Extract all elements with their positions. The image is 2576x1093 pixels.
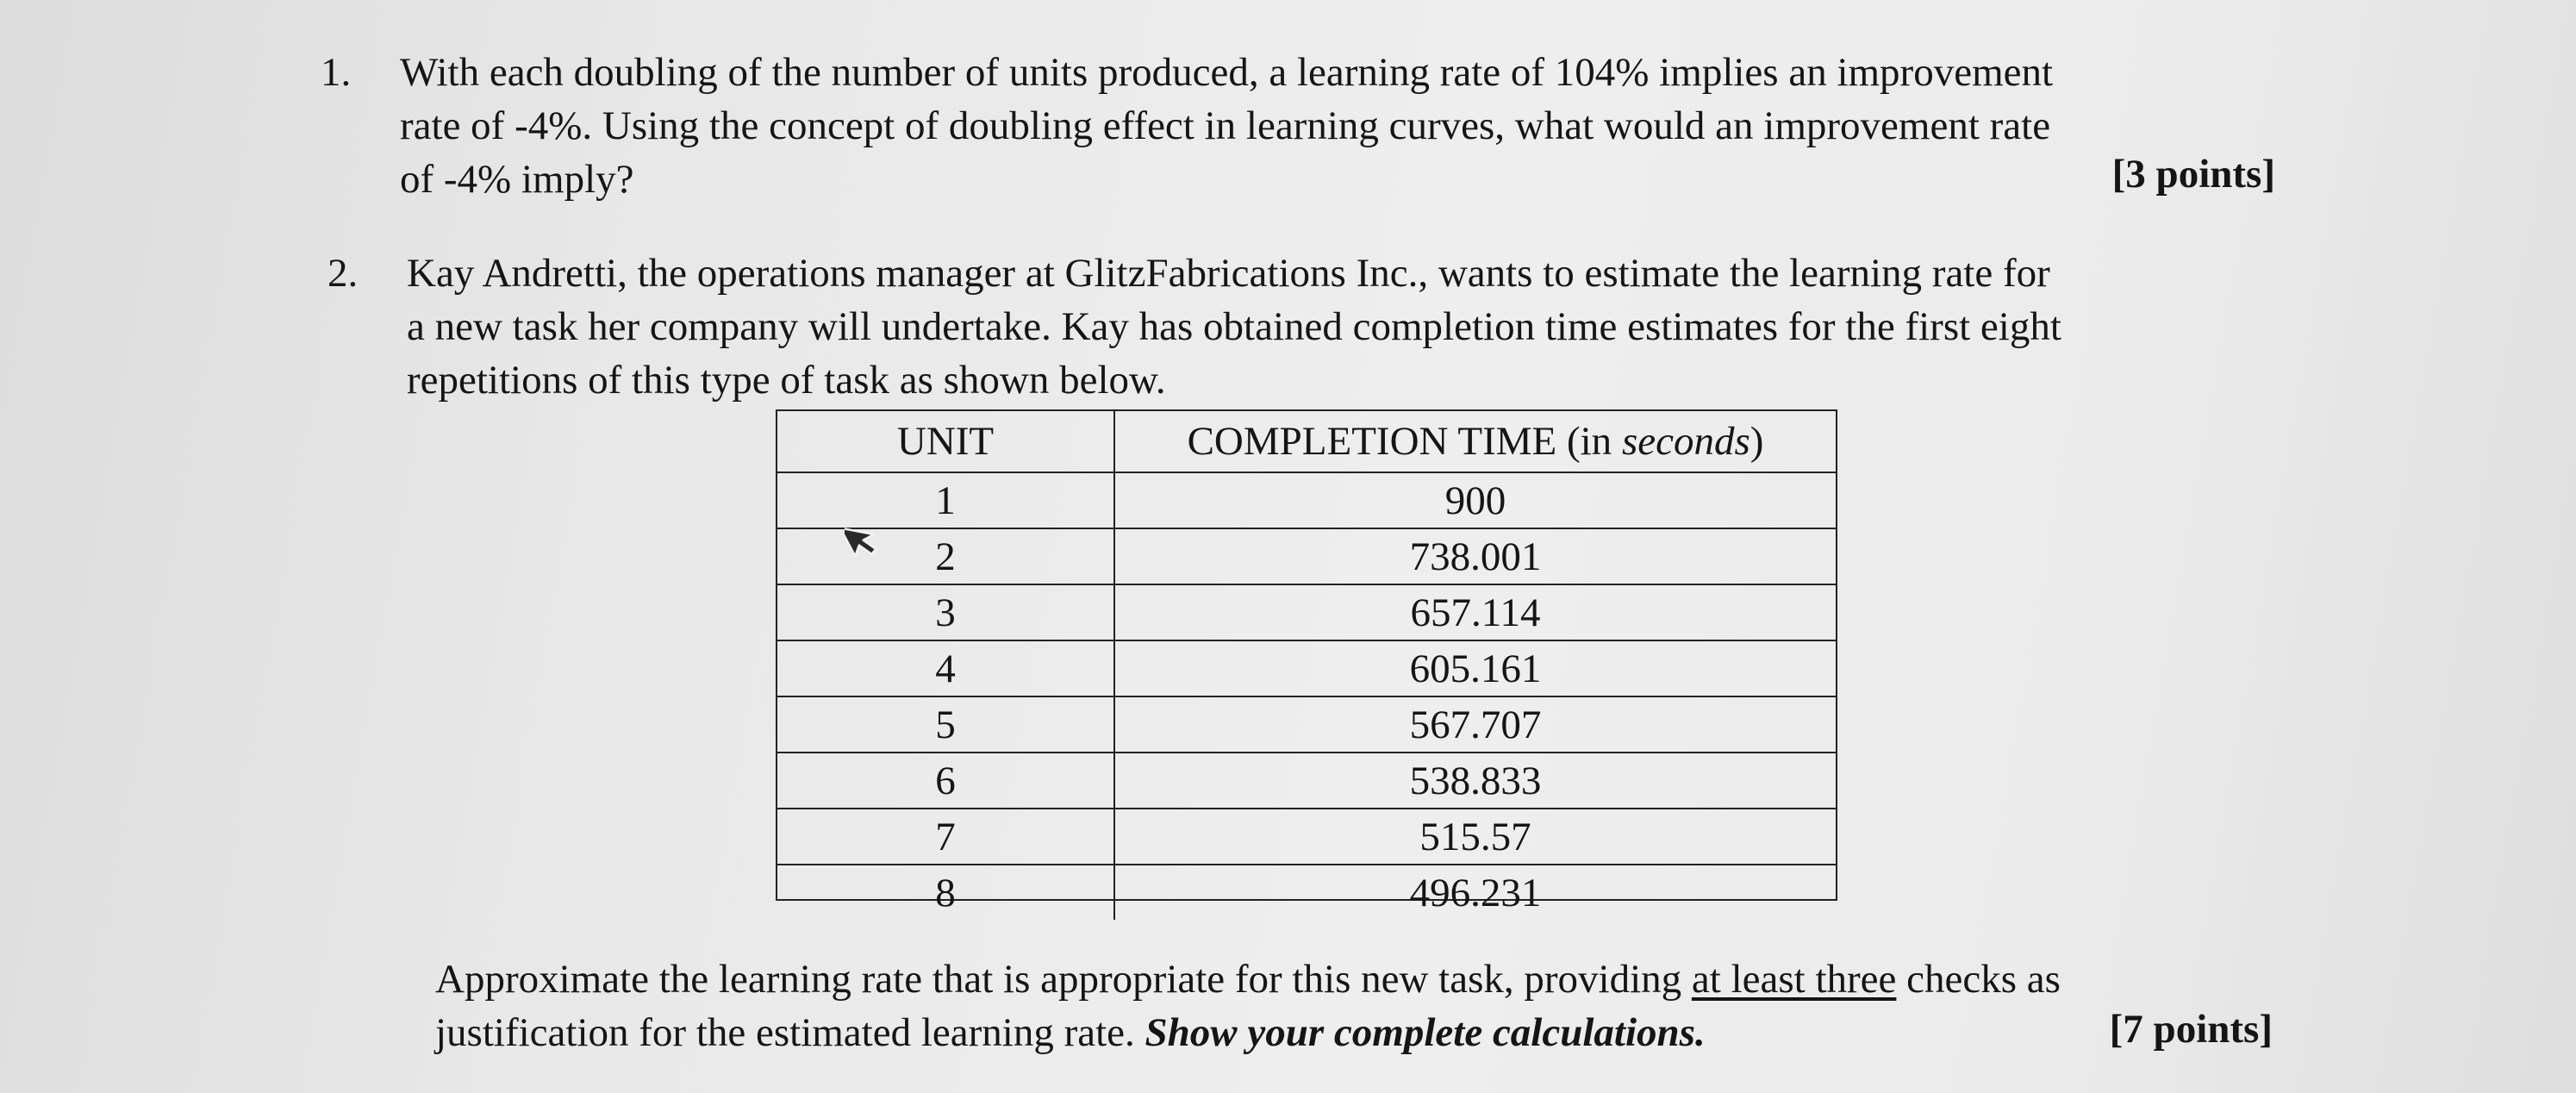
question-2-number: 2. (327, 251, 359, 296)
table-row (777, 584, 1836, 640)
time-cell: 605.161 (1114, 640, 1836, 696)
question-2-line-3: repetitions of this type of task as shown below. (407, 358, 1166, 403)
unit-cell: 5 (777, 696, 1114, 753)
table-row (777, 472, 1836, 528)
instructions-line-1-suffix: checks as (1896, 957, 2061, 1002)
instructions-emphasis: Show your complete calculations. (1145, 1010, 1706, 1055)
table-row (777, 696, 1836, 753)
time-cell: 657.114 (1114, 584, 1836, 640)
time-cell: 900 (1114, 472, 1836, 528)
instructions-line-2-prefix: justification for the estimated learning rate. (435, 1010, 1145, 1055)
question-2 (327, 246, 2310, 418)
header-time-unit: seconds (1621, 419, 1750, 464)
time-cell: 496.231 (1114, 865, 1836, 920)
unit-cell: 8 (777, 865, 1114, 920)
unit-cell: 1 (777, 472, 1114, 528)
instructions-line-1 (435, 952, 2061, 1007)
question-2-instructions (435, 952, 2331, 1072)
table-header-row (777, 411, 1836, 472)
time-cell: 567.707 (1114, 696, 1836, 753)
header-unit: UNIT (777, 411, 1114, 472)
question-1-line-3: of -4% imply? (400, 157, 634, 202)
header-time-suffix: ) (1750, 419, 1764, 464)
mouse-pointer-icon (845, 515, 883, 559)
question-2-line-2: a new task her company will undertake. Kay has obtained completion time estimates for the first eight (407, 304, 2061, 349)
table-row (777, 753, 1836, 809)
time-cell: 538.833 (1114, 753, 1836, 809)
table-row (777, 528, 1836, 584)
unit-cell: 3 (777, 584, 1114, 640)
instructions-underlined-text: at least three (1691, 957, 1897, 1002)
question-1-number: 1. (321, 50, 352, 95)
header-completion-time (1114, 411, 1836, 472)
question-1-line-2: rate of -4%. Using the concept of doubling effect in learning curves, what would an improvement rate (400, 103, 2051, 148)
unit-cell: 2 (777, 528, 1114, 584)
question-1 (321, 45, 2303, 217)
question-2-points: [7 points] (2109, 1007, 2273, 1052)
question-1-points: [3 points] (2111, 152, 2275, 197)
header-time-prefix: COMPLETION TIME (in (1187, 419, 1622, 464)
question-1-line-1: With each doubling of the number of units produced, a learning rate of 104% implies an improvement (400, 50, 2054, 95)
completion-time-table (776, 409, 1837, 915)
table-row (777, 865, 1836, 920)
time-cell: 738.001 (1114, 528, 1836, 584)
time-cell: 515.57 (1114, 809, 1836, 865)
table-row (777, 809, 1836, 865)
unit-cell: 7 (777, 809, 1114, 865)
table-row (777, 640, 1836, 696)
unit-cell: 6 (777, 753, 1114, 809)
unit-cell: 4 (777, 640, 1114, 696)
question-2-line-1: Kay Andretti, the operations manager at GlitzFabrications Inc., wants to estimate the learning rate for (407, 251, 2050, 296)
instructions-line-1-prefix: Approximate the learning rate that is appropriate for this new task, providing (435, 957, 1692, 1002)
data-table (777, 411, 1836, 920)
instructions-line-2 (435, 1005, 1706, 1060)
